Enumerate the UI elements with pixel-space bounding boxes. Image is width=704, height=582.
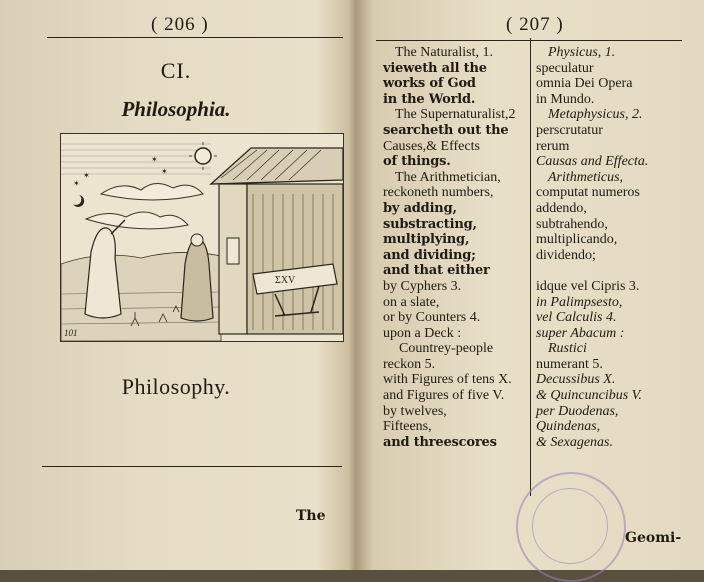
english-text-line: by Cyphers 3. <box>383 278 462 294</box>
latin-text-line: perscrutatur <box>536 122 603 138</box>
line-gap <box>536 263 686 279</box>
latin-text-line: Arithmeticus, <box>548 169 624 185</box>
english-text-line: on a slate, <box>383 294 440 310</box>
english-text-line: and Figures of five V. <box>383 388 505 404</box>
moon-icon <box>73 195 84 207</box>
latin-text-line: Decussibus X. <box>536 372 616 388</box>
woodcut-illustration <box>60 133 344 342</box>
latin-text-line: Causas and Effecta. <box>536 154 649 170</box>
latin-text-line: addendo, <box>536 200 587 216</box>
english-text-line: works of God <box>383 76 476 92</box>
table-marks: ΣXV <box>275 275 296 286</box>
english-text-line: with Figures of tens X. <box>383 372 512 388</box>
english-text-line: multiplying, <box>383 232 470 248</box>
english-column <box>383 45 533 450</box>
english-text-line: substracting, <box>383 216 477 232</box>
right-page <box>356 0 704 570</box>
latin-text-line: Physicus, 1. <box>548 45 616 60</box>
svg-text:✶: ✶ <box>151 155 158 164</box>
latin-title: Philosophia. <box>121 97 231 121</box>
svg-text:✶: ✶ <box>83 171 90 180</box>
english-text-line: Countrey-people <box>399 341 494 357</box>
english-text-line: Causes,& Effects <box>383 138 480 154</box>
library-stamp <box>516 472 626 582</box>
header-rule-right <box>376 40 682 41</box>
latin-text-line: & Quincuncibus V. <box>536 388 642 404</box>
latin-text-line: computat numeros <box>536 185 640 201</box>
lesson-number: CI. <box>160 58 192 83</box>
sun-icon <box>195 148 211 164</box>
header-rule-left <box>47 37 343 38</box>
page-number-right: ( 207 ) <box>506 14 564 35</box>
english-text-line: reckon 5. <box>383 356 436 372</box>
footer-rule-left <box>42 466 342 467</box>
english-text-line: vieweth all the <box>383 60 487 76</box>
catchword-left: The <box>296 508 326 524</box>
woodcut-scene <box>61 134 343 341</box>
english-text-line: and threescores <box>383 434 497 450</box>
catchword-right: Geomi- <box>625 530 682 546</box>
latin-text-line: per Duodenas, <box>536 403 619 419</box>
latin-text-line: idque vel Cipris 3. <box>536 278 640 294</box>
english-text-line: reckoneth numbers, <box>383 185 494 201</box>
latin-text-line: rerum <box>536 138 570 154</box>
latin-text-line: speculatur <box>536 60 594 76</box>
english-text-line: in the World. <box>383 91 476 107</box>
latin-text-line: vel Calculis 4. <box>536 310 617 326</box>
latin-text-line: in Palimpsesto, <box>536 294 623 310</box>
english-text-line: and that either <box>383 263 490 279</box>
english-title: Philosophy. <box>121 374 231 399</box>
latin-text-line: Metaphysicus, 2. <box>548 107 643 123</box>
latin-text-line: Rustici <box>548 341 587 357</box>
latin-text-line: omnia Dei Opera <box>536 76 633 92</box>
english-text-line: upon a Deck : <box>383 325 462 341</box>
english-text-line: Fifteens, <box>383 419 432 435</box>
english-text-line: The Naturalist, 1. <box>395 45 493 60</box>
page-number-left: ( 206 ) <box>151 14 209 35</box>
left-page <box>0 0 352 570</box>
latin-text-line: super Abacum : <box>536 325 625 341</box>
svg-text:✶: ✶ <box>73 179 80 188</box>
philosopher-figure <box>181 238 213 321</box>
naturalist-figure <box>85 228 121 318</box>
latin-text-line: Quindenas, <box>536 419 601 435</box>
english-text-line: and dividing; <box>383 247 476 263</box>
english-text-line: The Arithmetician, <box>395 169 501 185</box>
english-text-line: of things. <box>383 154 451 170</box>
english-text-line: or by Counters 4. <box>383 310 481 326</box>
english-text-line: by adding, <box>383 200 457 216</box>
latin-text-line: dividendo; <box>536 247 596 263</box>
latin-column <box>536 45 686 450</box>
plate-number: 101 <box>64 328 78 338</box>
english-text-line: by twelves, <box>383 403 447 419</box>
svg-text:✶: ✶ <box>161 167 168 176</box>
latin-text-line: & Sexagenas. <box>536 434 613 450</box>
latin-text-line: multiplicando, <box>536 232 618 248</box>
latin-text-line: in Mundo. <box>536 91 595 107</box>
latin-text-line: numerant 5. <box>536 356 603 372</box>
english-text-line: The Supernaturalist,2 <box>395 107 516 123</box>
english-text-line: searcheth out the <box>383 122 509 138</box>
latin-text-line: subtrahendo, <box>536 216 608 232</box>
